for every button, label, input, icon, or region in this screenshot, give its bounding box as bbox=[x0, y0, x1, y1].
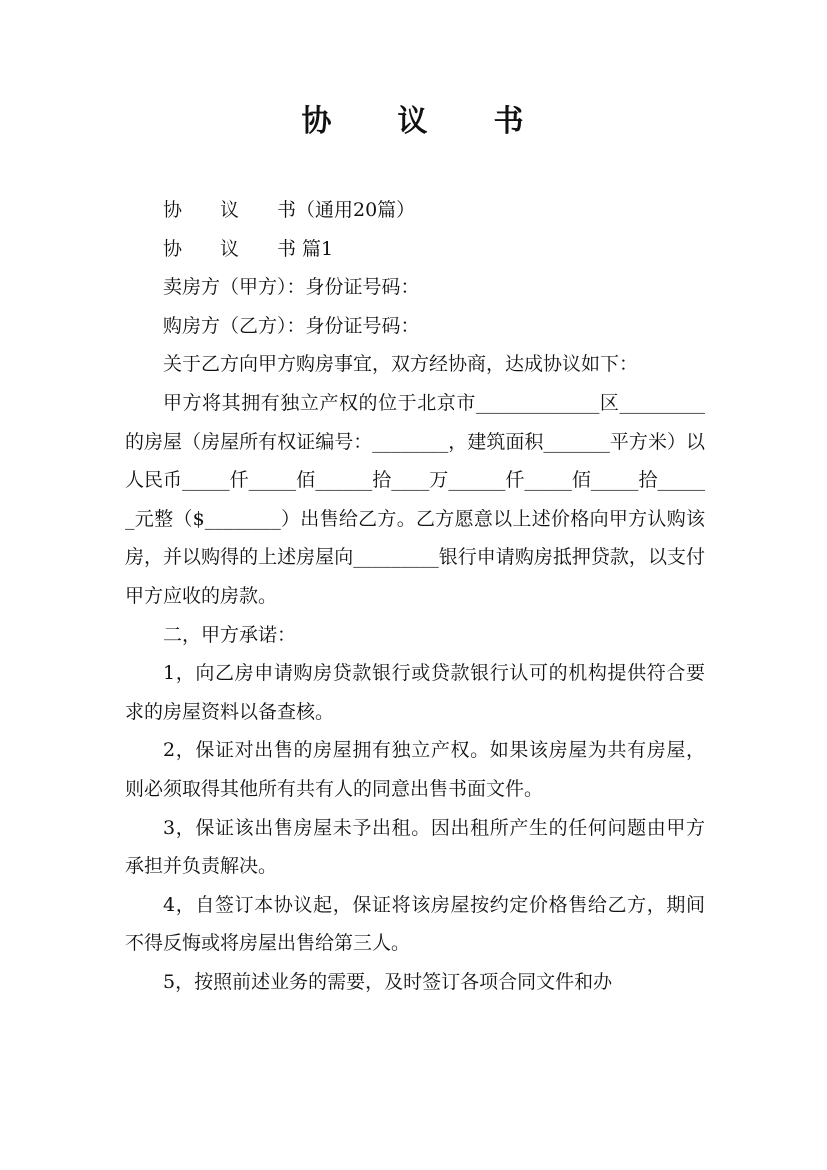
paragraph-clause-4: 4，自签订本协议起，保证将该房屋按约定价格售给乙方，期间不得反悔或将房屋出售给第三人。 bbox=[125, 893, 705, 955]
paragraph-property-terms: 甲方将其拥有独立产权的位于北京市_____________区_________的房屋（房屋所有权证编号：________，建筑面积_______平方米）以人民币_____仟_____佰______拾____万______仟_____佰_____拾______元整（$________）出售给乙方。乙方愿意以上述价格向甲方认购该房，并以购得的上述房屋向_________银行申请购房抵押贷款，以支付甲方应收的房款。 bbox=[125, 391, 705, 607]
paragraph-heading: 协 议 书（通用20篇） bbox=[163, 199, 416, 221]
document-body bbox=[125, 191, 705, 1001]
paragraph-seller: 卖房方（甲方）：身份证号码： bbox=[163, 276, 420, 299]
paragraph-section-title: 协 议 书 篇1 bbox=[163, 237, 334, 260]
paragraph-clause-3: 3，保证该出售房屋未予出租。因出租所产生的任何问题由甲方承担并负责解决。 bbox=[125, 816, 705, 878]
paragraph-clause-5: 5，按照前述业务的需要，及时签订各项合同文件和办 bbox=[163, 970, 613, 993]
document-title: 协 议 书 bbox=[301, 104, 526, 139]
paragraph-buyer: 购房方（乙方）：身份证号码： bbox=[163, 314, 420, 337]
paragraph-intro: 关于乙方向甲方购房事宜，双方经协商，达成协议如下： bbox=[163, 353, 639, 376]
paragraph-clause-1: 1，向乙房申请购房贷款银行或贷款银行认可的机构提供符合要求的房屋资料以备查核。 bbox=[125, 662, 705, 723]
paragraph-seller-promises: 二，甲方承诺： bbox=[163, 623, 297, 646]
paragraph-clause-2: 2，保证对出售的房屋拥有独立产权。如果该房屋为共有房屋，则必须取得其他所有共有人的同意出售书面文件。 bbox=[125, 739, 705, 800]
